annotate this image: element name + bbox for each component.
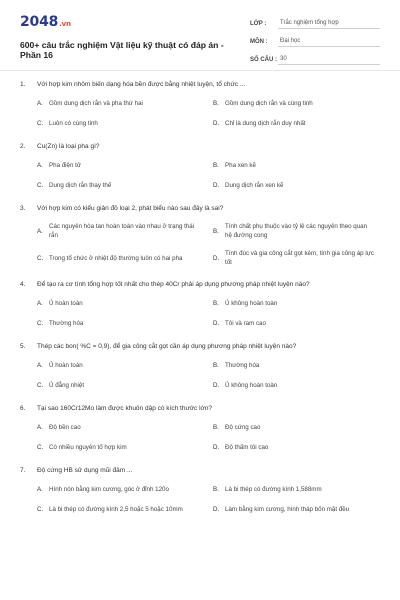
question-number: 7. [20, 467, 26, 474]
question-text: Tại sao 160Cr12Mo làm được khuôn dập có kích thước lớn? [37, 405, 213, 412]
answer-option[interactable] [213, 380, 385, 391]
question-item [20, 342, 380, 391]
site-logo[interactable] [20, 14, 71, 30]
question-item [20, 80, 380, 129]
option-letter: B. [213, 424, 219, 431]
option-text: Pha điện tử [49, 162, 82, 169]
answer-option[interactable] [213, 318, 385, 329]
option-text: Là bi thép có đường kính 1,588mm [225, 486, 322, 493]
option-letter: D. [213, 444, 220, 451]
answer-option[interactable] [213, 422, 385, 433]
answer-option[interactable] [213, 504, 385, 515]
answer-options [20, 160, 380, 191]
answer-option[interactable] [37, 298, 209, 309]
option-letter: C. [37, 120, 44, 127]
question-text: Để tạo ra cơ tính tổng hợp tốt nhất cho thép 40Cr phải áp dụng phương pháp nhiệt luyện nào? [37, 281, 310, 288]
page-header [20, 12, 380, 67]
option-letter: D. [213, 320, 220, 327]
logo-domain: .vn [59, 20, 71, 28]
meta-label: LỚP : [250, 21, 267, 27]
meta-label: SỐ CÂU : [250, 57, 277, 63]
option-letter: C. [37, 254, 44, 262]
question-stem [20, 404, 380, 413]
option-text: Tôi và ram cao [225, 320, 266, 327]
answer-option[interactable] [37, 380, 209, 391]
question-stem [20, 280, 380, 289]
answer-option[interactable] [213, 442, 385, 453]
option-text: Độ bền cao [49, 424, 81, 431]
answer-option[interactable] [37, 504, 209, 515]
option-text: Các nguyên hòa tan hoàn toàn vào nhau ở trạng thái rắn [49, 223, 195, 239]
option-text: Ủ không hoàn toàn [225, 300, 278, 307]
document-meta [250, 14, 380, 68]
option-letter: D. [213, 182, 220, 189]
option-letter: D. [213, 254, 220, 262]
question-number: 1. [20, 81, 26, 88]
option-text: Ủ đẳng nhiệt [49, 382, 85, 389]
option-text: Pha xen kẽ [225, 162, 256, 169]
header-divider [0, 70, 400, 71]
option-letter: B. [213, 362, 219, 369]
question-stem [20, 204, 380, 213]
answer-option[interactable] [37, 360, 209, 371]
option-letter: B. [213, 100, 219, 107]
option-text: Gồm dung dịch rắn và pha thứ hai [49, 100, 143, 107]
question-item [20, 142, 380, 191]
answer-option[interactable] [37, 118, 209, 129]
answer-option[interactable] [213, 360, 385, 371]
option-text: Độ cứng cao [225, 424, 261, 431]
option-text: Trong tổ chức ở nhiệt độ thường luôn có hai pha [49, 254, 183, 262]
question-stem [20, 466, 380, 475]
option-text: Ủ hoàn toàn [49, 362, 83, 369]
question-text: Độ cứng HB sử dụng mũi đâm ... [37, 467, 133, 474]
option-text: Thường hóa [225, 362, 260, 369]
question-item [20, 280, 380, 329]
option-text: Hình nón bằng kim cương, góc ở đỉnh 120o [49, 486, 169, 493]
answer-option[interactable] [37, 180, 209, 191]
option-letter: A. [37, 100, 43, 107]
option-letter: C. [37, 444, 44, 451]
option-letter: A. [37, 486, 43, 493]
question-list [20, 80, 380, 528]
meta-row-subject [250, 32, 380, 47]
option-letter: B. [213, 300, 219, 307]
question-number: 4. [20, 281, 26, 288]
meta-value: Đại học [278, 38, 380, 47]
logo-text: 2048 [20, 14, 59, 30]
option-text: Thường hóa [49, 320, 84, 327]
answer-options [20, 422, 380, 453]
option-text: Chỉ là dung dịch rắn duy nhất [225, 120, 306, 127]
option-text: Luôn có cùng tinh [49, 120, 98, 127]
option-letter: A. [37, 424, 43, 431]
option-text: Làm bằng kim cương, hình tháp bốn mặt đều [225, 506, 350, 513]
answer-option[interactable] [37, 318, 209, 329]
question-stem [20, 142, 380, 151]
option-letter: A. [37, 362, 43, 369]
option-text: Ủ hoàn toàn [49, 300, 83, 307]
answer-option[interactable] [37, 160, 209, 171]
answer-option[interactable] [213, 160, 385, 171]
meta-value: Trắc nghiệm tổng hợp [278, 20, 380, 29]
meta-row-count [250, 50, 380, 65]
document-title: 600+ câu trắc nghiệm Vật liệu kỹ thuật có đáp án - Phần 16 [20, 40, 224, 60]
answer-option[interactable] [37, 98, 209, 109]
option-text: Ủ không hoàn toàn [225, 382, 278, 389]
question-item [20, 204, 380, 267]
option-text: Tính đúc và gia công cắt gọt kém, tính gia công áp lực tốt [225, 250, 374, 266]
answer-options [20, 222, 380, 267]
answer-option[interactable] [213, 249, 385, 267]
question-stem [20, 342, 380, 351]
answer-option[interactable] [213, 222, 385, 240]
option-letter: C. [37, 320, 44, 327]
option-letter: B. [213, 162, 219, 169]
option-letter: A. [37, 300, 43, 307]
option-letter: A. [37, 227, 43, 235]
answer-option[interactable] [213, 98, 385, 109]
question-text: Thép các bon( %C = 0,9), để gia công cắt gọt cần áp dụng phương pháp nhiệt luyện nào? [37, 343, 297, 350]
option-text: Có nhiều nguyên tố hợp kim [49, 444, 127, 451]
question-item [20, 404, 380, 453]
question-text: Với hợp kim nhôm biến dạng hóa bền được bằng nhiệt luyện, tổ chức ... [37, 81, 246, 88]
option-letter: B. [213, 486, 219, 493]
answer-option[interactable] [37, 249, 209, 267]
option-letter: D. [213, 382, 220, 389]
answer-option[interactable] [213, 180, 385, 191]
option-text: Độ thấm tôi cao [225, 444, 269, 451]
answer-option[interactable] [213, 484, 385, 495]
option-letter: D. [213, 120, 220, 127]
answer-options [20, 298, 380, 329]
option-letter: A. [37, 162, 43, 169]
answer-option[interactable] [37, 222, 209, 240]
question-text: Với hợp kim có kiểu giản đồ loại 2, phát biểu nào sau đây là sai? [37, 205, 224, 212]
question-number: 2. [20, 143, 26, 150]
meta-value: 30 [278, 56, 380, 65]
option-text: Tính chất phụ thuộc vào tỷ lệ các nguyên theo quan hệ đường cong [225, 223, 368, 239]
question-number: 5. [20, 343, 26, 350]
option-letter: C. [37, 382, 44, 389]
answer-option[interactable] [213, 118, 385, 129]
question-text: Cu(Zn) là loại pha gì? [37, 143, 100, 150]
option-letter: C. [37, 182, 44, 189]
question-item [20, 466, 380, 515]
answer-option[interactable] [37, 442, 209, 453]
option-text: Dung dịch rắn thay thế [49, 182, 112, 189]
option-letter: B. [213, 227, 219, 235]
question-stem [20, 80, 380, 89]
answer-options [20, 98, 380, 129]
answer-options [20, 360, 380, 391]
question-number: 6. [20, 405, 26, 412]
answer-option[interactable] [37, 422, 209, 433]
meta-label: MÔN : [250, 39, 268, 45]
answer-options [20, 484, 380, 515]
option-letter: D. [213, 506, 220, 513]
option-text: Gồm dung dịch rắn và cùng tinh [225, 100, 313, 107]
option-text: Là bi thép có đường kính 2,5 hoặc 5 hoặc 10mm [49, 506, 183, 513]
question-number: 3. [20, 205, 26, 212]
option-text: Dung dịch rắn xen kẽ [225, 182, 284, 189]
answer-option[interactable] [213, 298, 385, 309]
answer-option[interactable] [37, 484, 209, 495]
option-letter: C. [37, 506, 44, 513]
meta-row-class [250, 14, 380, 29]
